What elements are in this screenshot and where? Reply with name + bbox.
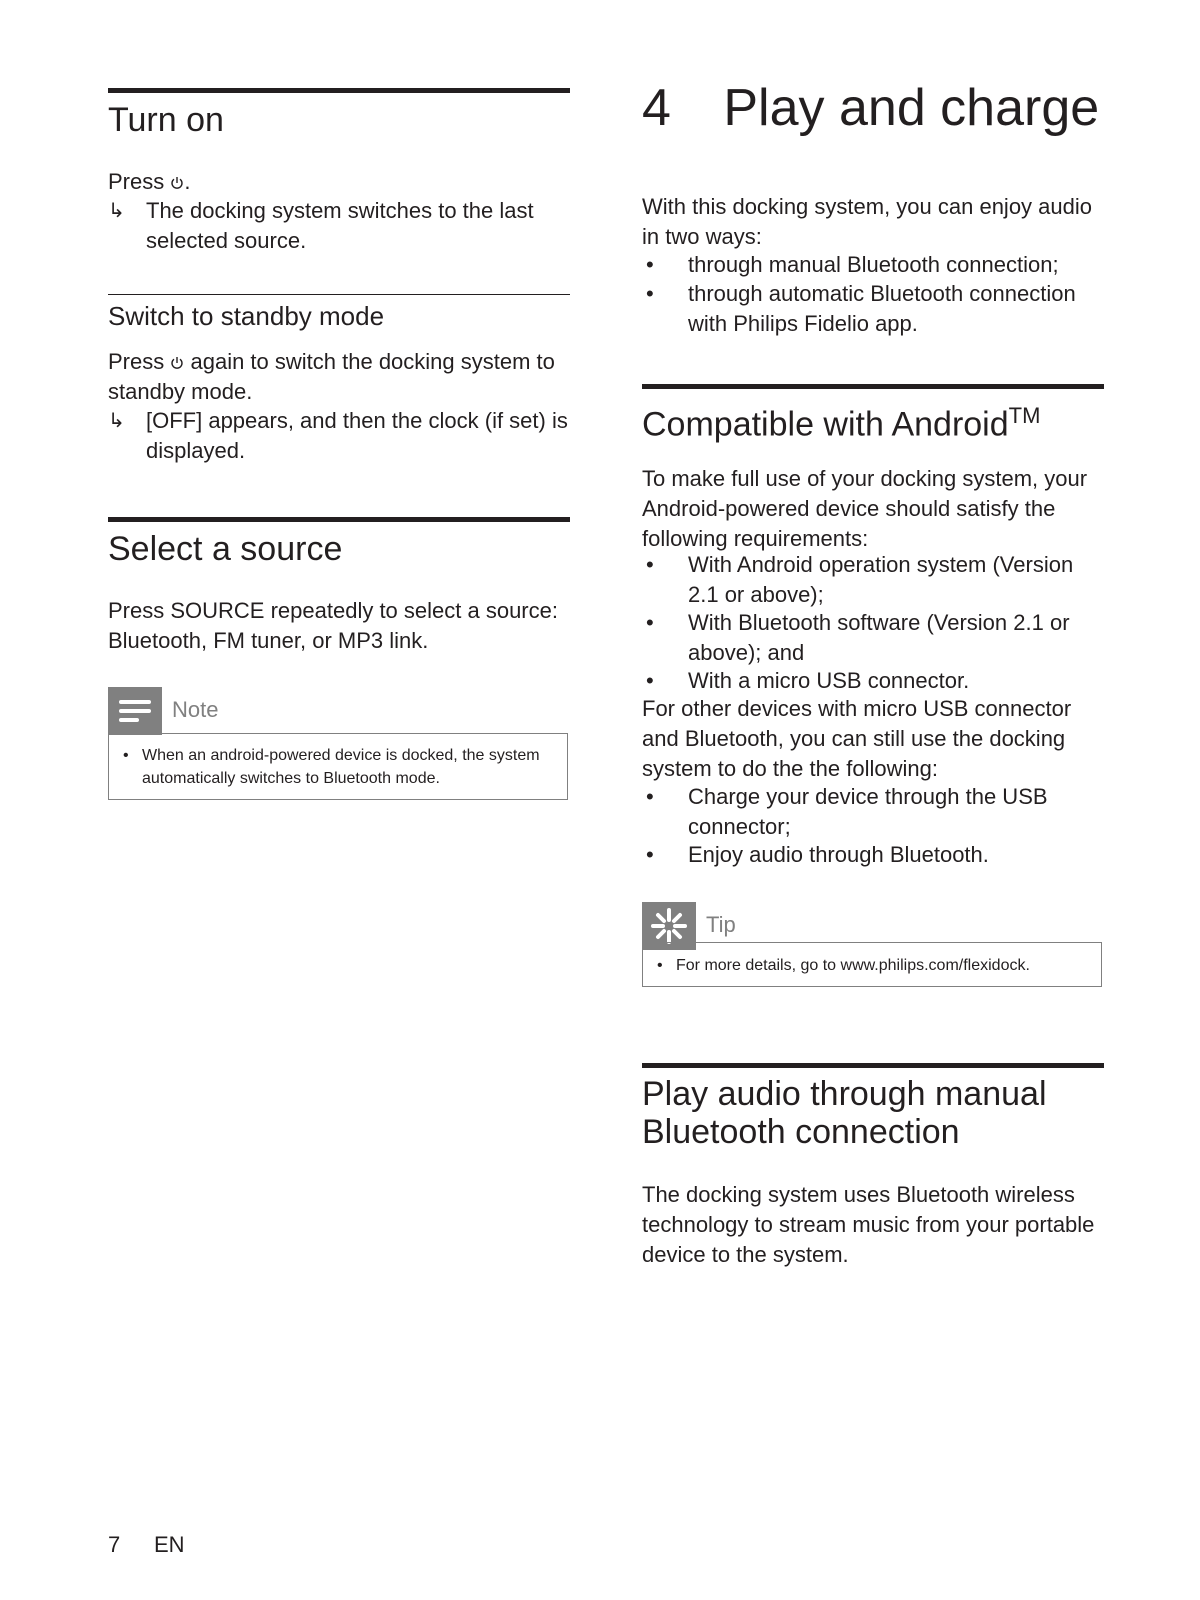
play-manual-text: The docking system uses Bluetooth wireless technology to stream music from your portable device to the system. bbox=[642, 1182, 1095, 1267]
note-box bbox=[108, 733, 568, 800]
chapter-intro: With this docking system, you can enjoy audio in two ways: bbox=[642, 194, 1093, 249]
page-number: 7 bbox=[108, 1532, 121, 1557]
select-source-text: Press SOURCE repeatedly to select a source: Bluetooth, FM tuner, or MP3 link. bbox=[108, 598, 558, 653]
tip-label: Tip bbox=[706, 912, 736, 937]
standby-result: ↳ [OFF] appears, and then the clock (if set) is displayed. bbox=[108, 408, 568, 463]
chapter-heading bbox=[642, 78, 1099, 138]
list-item: • Charge your device through the USB connector; bbox=[646, 784, 1048, 839]
play-manual-heading: Play audio through manual Bluetooth connection bbox=[642, 1075, 1047, 1151]
compatible-intro: To make full use of your docking system, your Android-powered device should satisfy the following requirements: bbox=[642, 466, 1088, 551]
other-devices-text: For other devices with micro USB connector and Bluetooth, you can still use the docking system to do the the following: bbox=[642, 696, 1072, 781]
section-rule bbox=[642, 384, 1104, 389]
standby-heading: Switch to standby mode bbox=[108, 301, 385, 331]
trademark-mark: TM bbox=[1008, 403, 1041, 428]
list-item: • through automatic Bluetooth connection with Philips Fidelio app. bbox=[646, 281, 1076, 336]
power-icon bbox=[170, 356, 184, 370]
result-arrow-icon: ↳ bbox=[108, 410, 125, 432]
list-item: • Enjoy audio through Bluetooth. bbox=[646, 842, 989, 867]
list-item: • With Bluetooth software (Version 2.1 or above); and bbox=[646, 610, 1070, 665]
chapter-number: 4 bbox=[642, 79, 671, 137]
note-item: • When an android-powered device is docked, the system automatically switches to Bluetooth mode. bbox=[123, 747, 540, 787]
tip-item: • For more details, go to www.philips.com/flexidock. bbox=[657, 957, 1030, 974]
note-header bbox=[108, 687, 570, 735]
language-code: EN bbox=[154, 1532, 185, 1557]
note-label: Note bbox=[172, 697, 219, 722]
list-item: • With a micro USB connector. bbox=[646, 668, 970, 693]
turn-on-heading: Turn on bbox=[108, 101, 224, 139]
standby-instruction: Press again to switch the docking system to standby mode. bbox=[108, 349, 555, 404]
list-item: • through manual Bluetooth connection; bbox=[646, 252, 1059, 277]
section-rule bbox=[108, 517, 570, 522]
note-icon bbox=[108, 687, 162, 735]
turn-on-instruction: Press . bbox=[108, 169, 191, 194]
result-arrow-icon: ↳ bbox=[108, 200, 125, 222]
compatible-heading: Compatible with Android™ bbox=[642, 403, 1041, 444]
source-key-label: SOURCE bbox=[170, 598, 265, 623]
tip-box bbox=[642, 942, 1102, 987]
section-rule bbox=[108, 88, 570, 93]
power-icon bbox=[170, 176, 184, 190]
section-rule bbox=[642, 1063, 1104, 1068]
list-item: • With Android operation system (Version 2.1 or above); bbox=[646, 552, 1074, 607]
turn-on-result: ↳ The docking system switches to the last selected source. bbox=[108, 198, 534, 253]
subsection-rule bbox=[108, 294, 570, 295]
chapter-title: Play and charge bbox=[723, 79, 1100, 137]
select-source-heading: Select a source bbox=[108, 530, 343, 568]
